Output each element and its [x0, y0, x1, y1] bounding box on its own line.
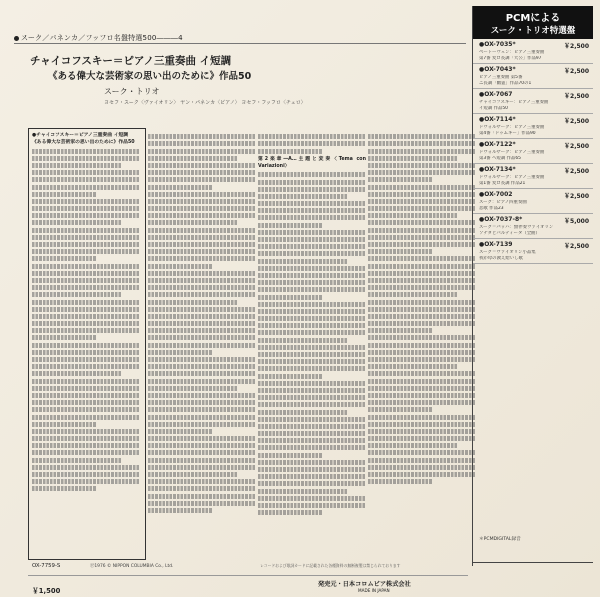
catalog-description: ベートーヴェン：ピアノ三重奏曲: [479, 50, 545, 55]
catalog-price: ￥2,500: [564, 168, 589, 175]
catalog-item: [473, 64, 593, 89]
catalog-sidebar: [472, 6, 593, 566]
catalog-price: ￥2,500: [564, 243, 589, 250]
movement-heading: 第2楽章―A…主題と変奏〈Tema con Variazioni〉: [258, 156, 366, 169]
catalog-number: ●OX-7002: [479, 191, 513, 198]
catalog-description: ドヴォルザーク：ピアノ三重奏曲: [479, 125, 545, 130]
catalog-item-header: [479, 66, 589, 75]
copyright-text: Ⓟ1976 © NIPPON COLUMBIA Co., Ltd.: [90, 564, 174, 569]
catalog-price: ￥5,000: [564, 218, 589, 225]
catalog-item: [473, 114, 593, 139]
catalog-number: ●OX-7134*: [479, 166, 516, 173]
catalog-item: [473, 214, 593, 239]
sidebar-header: [473, 6, 593, 39]
catalog-price: ￥2,500: [564, 93, 589, 100]
catalog-code: OX-7759-S: [32, 563, 61, 569]
catalog-item-header: [479, 241, 589, 250]
notes-column-1: [32, 132, 140, 494]
catalog-item: [473, 89, 593, 114]
performer-name: スーク・トリオ: [104, 87, 160, 96]
catalog-price: ￥2,500: [564, 43, 589, 50]
catalog-description: 第7番 変ロ長調「大公」作品97: [479, 56, 542, 61]
performer-members: ヨセフ・スーク〈ヴァイオリン〉 ヤン・パネンカ〈ピアノ〉 ヨセフ・フッフロ〈チェロ〉: [104, 100, 306, 106]
catalog-number: ●OX-7035*: [479, 41, 516, 48]
catalog-description: 第3番 ヘ短調 作品65: [479, 156, 521, 161]
series-name: スーク／パネンカ／フッフロ名盤特選500: [21, 34, 157, 42]
record-price: ￥1,500: [32, 587, 61, 595]
catalog-item: [473, 164, 593, 189]
catalog-price: ￥2,500: [564, 118, 589, 125]
notes-column-2: [148, 132, 256, 515]
catalog-number: ●OX-7067: [479, 91, 513, 98]
catalog-item: [473, 239, 593, 264]
catalog-price: ￥2,500: [564, 143, 589, 150]
catalog-item-header: [479, 166, 589, 175]
catalog-price: ￥2,500: [564, 68, 589, 75]
catalog-description: 第1番 変ロ長調 作品21: [479, 181, 526, 186]
page-subtitle: 《ある偉大な芸術家の思い出のために》作品50: [48, 71, 252, 82]
series-number: 4: [178, 34, 183, 42]
catalog-item-header: [479, 41, 589, 50]
notes-column-4: [368, 132, 476, 486]
catalog-number: ●OX-7139: [479, 241, 513, 248]
catalog-number: ●OX-7043*: [479, 66, 516, 73]
sidebar-footnote: ＊PCMDIGITAL録音: [479, 537, 521, 542]
column-heading: ●チャイコフスキー＝ピアノ三重奏曲 イ短調: [32, 133, 129, 138]
catalog-description: 我が母の教え給いし歌: [479, 256, 523, 261]
catalog-description: スーク：ピアノ四重奏曲: [479, 200, 527, 205]
series-header: スーク／パネンカ／フッフロ名盤特選500―――4: [14, 33, 183, 43]
catalog-description: ソナタとパルティータ（全曲）: [479, 231, 540, 236]
catalog-description: ドヴォルザーク：ピアノ三重奏曲: [479, 175, 545, 180]
catalog-item-header: [479, 216, 589, 225]
catalog-item-header: [479, 116, 589, 125]
catalog-description: 第4番「ドゥムキー」作品90: [479, 131, 536, 136]
sidebar-header-line2: スーク・トリオ特選盤: [490, 26, 576, 36]
catalog-item-header: [479, 91, 589, 100]
catalog-item: [473, 189, 593, 214]
catalog-number: ●OX-7114*: [479, 116, 516, 123]
footer-divider: [28, 575, 468, 576]
page-title: チャイコフスキー＝ピアノ三重奏曲 イ短調: [30, 55, 232, 67]
catalog-number: ●OX-7122*: [479, 141, 516, 148]
publisher-name: 発売元・日本コロムビア株式会社: [318, 581, 411, 588]
notes-column-3: [258, 132, 366, 517]
catalog-description: ドヴォルザーク：ピアノ三重奏曲: [479, 150, 545, 155]
header-divider: [14, 43, 466, 44]
catalog-description: 悲歌 作品23: [479, 206, 504, 211]
bullet-icon: [14, 36, 19, 41]
copy-notice: レコードおよび歌詞カードに記載された各種資料の無断複製は禁じられております: [260, 563, 401, 568]
catalog-description: ピアノ三重奏曲 第5番: [479, 75, 523, 80]
sidebar-divider: [473, 562, 593, 563]
made-in-label: MADE IN JAPAN: [358, 588, 390, 593]
catalog-description: スーク＝ヴァイオリン小品集: [479, 250, 536, 255]
catalog-item: [473, 139, 593, 164]
catalog-number: ●OX-7037-8*: [479, 216, 523, 223]
catalog-price: ￥2,500: [564, 193, 589, 200]
catalog-description: イ短調 作品50: [479, 106, 508, 111]
catalog-item-header: [479, 141, 589, 150]
catalog-list: [473, 39, 593, 264]
catalog-description: ニ長調「幽霊」作品70の1: [479, 81, 532, 86]
catalog-description: チャイコフスキー：ピアノ三重奏曲: [479, 100, 549, 105]
catalog-item-header: [479, 191, 589, 200]
sidebar-header-line1: PCMによる: [505, 13, 561, 24]
catalog-description: スーク＝バッハ：無伴奏ヴァイオリン: [479, 225, 554, 230]
column-subheading: 《ある偉大な芸術家の思い出のために》作品50: [32, 140, 135, 146]
catalog-item: [473, 39, 593, 64]
